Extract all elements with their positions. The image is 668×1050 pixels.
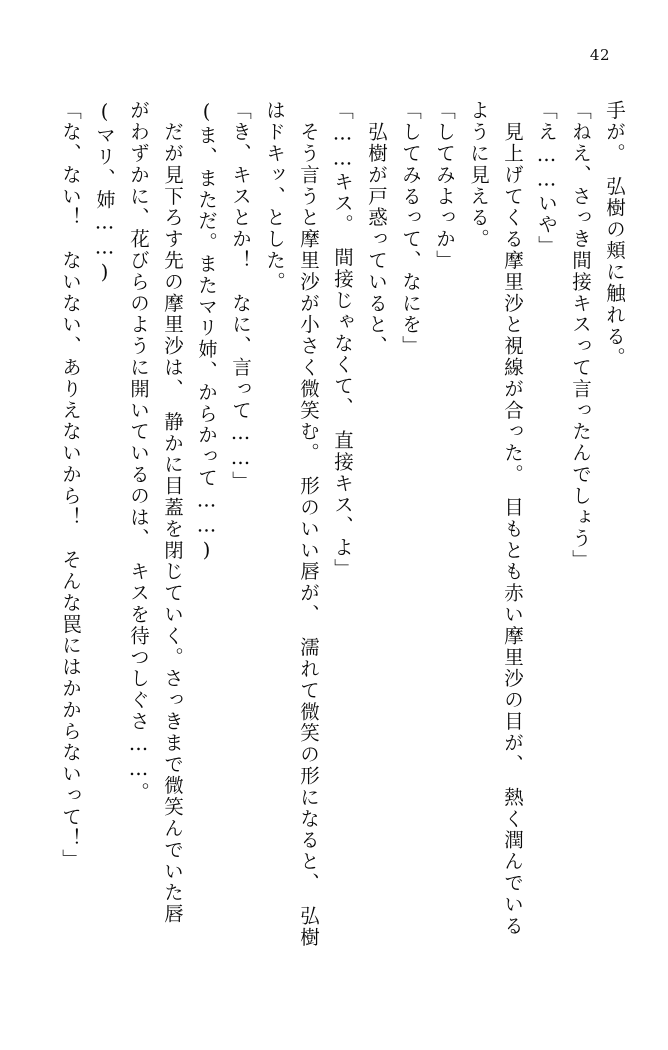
text-line: 手が。 弘樹の頬に触れる。 [603,100,626,369]
text-line: (マリ、姉……) [93,100,116,286]
vertical-text-body [34,100,624,1014]
text-line: 「え……いや」 [535,100,558,257]
text-line: 見上げてくる摩里沙と視線が合った。 目もとも赤い摩里沙の目が、 熱く潤んでいる [501,100,524,937]
text-line: 弘樹が戸惑っていると、 [365,100,388,357]
text-line: 「き、キスとか！ なに、言って……」 [229,100,252,493]
text-line: (ま、まただ。またマリ姉、からかって……) [195,100,218,564]
text-line: 「してみるって、なにを」 [399,100,422,357]
text-line: 「してみよっか」 [433,100,456,272]
text-line: 「な、ない！ ないない、ありえないから！ そんな罠にはかからないって！」 [59,100,82,871]
text-line: はドキッ、とした。 [263,100,286,293]
text-line: そう言うと摩里沙が小さく微笑む。 形のいい唇が、 濡れて微笑の形になると、 弘樹 [297,100,320,949]
page-number: 42 [589,46,610,64]
text-line: 「……キス。 間接じゃなくて、 直接キス、よ」 [331,100,354,580]
text-line: ように見える。 [467,100,490,250]
text-line: がわずかに、花びらのように開いているのは、 キスを待つしぐさ……。 [127,100,150,804]
text-line: 「ねえ、さっき間接キスって言ったんでしょう」 [569,100,592,571]
text-line: だが見下ろす先の摩里沙は、 静かに目蓋を閉じていく。さっきまで微笑んでいた唇 [161,100,184,925]
